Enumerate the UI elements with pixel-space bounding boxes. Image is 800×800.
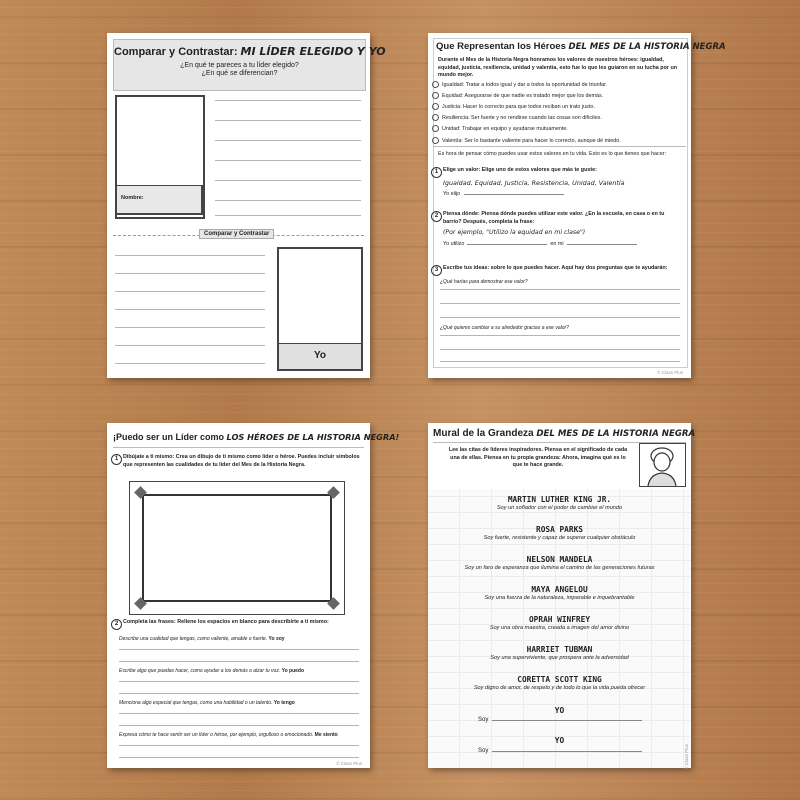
title-part-a: ¡Puedo ser un Líder como	[113, 432, 227, 442]
step-2-example: (Por ejemplo, "Utilizo la equidad en mi clase")	[443, 229, 586, 237]
hero-quote: Soy fuerte, resistente y capaz de superar cualquier obstáculo	[483, 535, 636, 541]
hero-quote: Soy una fuerza de la naturaleza, imparable e inquebrantable	[484, 595, 635, 601]
yo-heading: YO	[554, 706, 565, 715]
title-part-b: DEL MES DE LA HISTORIA NEGRA	[568, 42, 726, 52]
values-list	[432, 81, 682, 148]
prompt-text: Es hora de pensar cómo puedes usar estos valores en tu vida. Esto es lo que tienes que hacer:	[438, 151, 667, 157]
choose-fill[interactable]: Yo elijo	[443, 191, 683, 199]
credit: © Class Plus	[657, 370, 683, 375]
divider	[433, 146, 686, 147]
worksheet-mural-of-greatness	[428, 423, 696, 770]
bullet-icon	[432, 81, 439, 88]
step-number-2: 2	[431, 211, 442, 222]
title-part-b: DEL MES DE LA HISTORIA NEGRA	[536, 429, 696, 439]
step-2	[431, 211, 683, 249]
intro-text: Durante el Mes de la Historia Negra honramos los valores de nuestros héroes: igualdad, equidad, justicia, resiliencia, unidad y valentía, esto fue lo que les guiaron en su lucha por un mundo mejor.	[438, 57, 678, 79]
hero-name: CORETTA SCOTT KING	[517, 675, 602, 684]
sentence-3: Menciona algo especial que tengas, como una habilidad o un talento. Yo tengo	[119, 700, 295, 706]
step-number-3: 3	[431, 265, 442, 276]
bullet-icon	[432, 137, 439, 144]
sentence-1: Describe una cualidad que tengas, como valiente, amable o fuerte. Yo soy	[119, 636, 285, 642]
hero-name: OPRAH WINFREY	[528, 615, 591, 624]
value-options: Igualdad, Equidad, Justicia, Resistencia, Unidad, Valentía	[443, 178, 625, 187]
step-1-text: Dibújate a ti mismo: Crea un dibujo de ti mismo como líder o héroe. Puedes incluir símbolos que representen las cualidades de tu líder del Mes de la Historia Negra.	[123, 454, 360, 468]
value-item: Equidad: Asegurarse de que nadie es tratado mejor que los demás.	[432, 92, 682, 101]
step-2	[111, 619, 363, 627]
hero-name: HARRIET TUBMAN	[526, 645, 593, 654]
title-part-a: Comparar y Contrastar:	[114, 46, 241, 58]
answer-line[interactable]	[119, 757, 359, 758]
inner-frame	[142, 494, 332, 602]
step-2-text: Completa las frases: Rellene los espacios en blanco para describirte a ti mismo:	[123, 619, 329, 625]
name-label: Nombre:	[121, 195, 144, 201]
step-3	[431, 265, 683, 273]
answer-line[interactable]	[119, 661, 359, 662]
drawing-area[interactable]	[129, 481, 345, 615]
step-number-2: 2	[111, 619, 122, 630]
step-number-1: 1	[431, 167, 442, 178]
answer-line[interactable]	[119, 725, 359, 726]
hero-quote: Soy un faro de esperanza que ilumina el camino de las generaciones futuras	[464, 565, 655, 571]
value-item: Valentía: Ser lo bastante valiente para hacer lo correcto, aunque dé miedo.	[432, 137, 682, 146]
sentence-2: Escribe algo que puedas hacer, como ayudar a los demás o alzar tu voz. Yo puedo	[119, 668, 305, 674]
step-1-text: Elige un valor: Elige uno de estos valores que más te guste:	[443, 167, 597, 173]
bullet-icon	[432, 114, 439, 121]
title-part-a: Mural de la Grandeza	[433, 428, 537, 439]
use-fill[interactable]: Yo utilizo en mi	[443, 241, 683, 249]
answer-line[interactable]	[119, 693, 359, 694]
step-2-text: Piensa dónde: Piensa dónde puedes utilizar este valor. ¿En la escuela, en casa o en tu barrio? Después, completa la frase:	[443, 211, 665, 225]
answer-line[interactable]	[119, 713, 359, 714]
step-1	[111, 454, 363, 469]
hero-quote: Soy un soñador con el poder de cambiar el mundo	[496, 505, 623, 511]
step-1	[431, 167, 683, 198]
title-part-b: LOS HÉROES DE LA HISTORIA NEGRA!	[226, 432, 400, 442]
hero-name: MAYA ANGELOU	[531, 585, 588, 594]
answer-line[interactable]	[119, 745, 359, 746]
hero-name: MARTIN LUTHER KING JR.	[507, 495, 612, 504]
credit: © Class Plus	[336, 761, 362, 766]
yo-box	[277, 343, 363, 371]
worksheet-compare-contrast	[107, 33, 386, 378]
hero-quote: Soy una obra maestra, creada a imagen del amor divino	[489, 625, 630, 631]
credit: © Class Plus	[684, 744, 689, 770]
page-title	[114, 45, 386, 58]
answer-line[interactable]	[119, 681, 359, 682]
intro-text: Lee las citas de líderes inspiradores. Piensa en el significado de cada una de ellas. Piensa en tu propia grandeza: Ahora, imagina qué es lo que te hace grande.	[448, 447, 628, 469]
bullet-icon	[432, 103, 439, 110]
yo-fill-2[interactable]: Soy	[478, 748, 642, 754]
sentence-4: Expresa cómo te hace sentir ser un líder o héroe, por ejemplo, orgulloso o emocionado. Me siento	[119, 732, 338, 738]
page-title	[113, 432, 399, 442]
value-item: Resiliencia: Ser fuerte y no rendirse cuando las cosas son difíciles.	[432, 114, 682, 123]
bullet-icon	[432, 125, 439, 132]
title-rule	[113, 447, 364, 448]
hero-name: NELSON MANDELA	[526, 555, 593, 564]
sheet-header	[113, 39, 386, 91]
value-item: Unidad: Trabajar en equipo y ayudarse mutuamente.	[432, 125, 682, 134]
yo-fill-1[interactable]: Soy	[478, 717, 642, 723]
step-number-1: 1	[111, 454, 122, 465]
worksheet-hero-values	[428, 33, 726, 378]
value-item: Igualdad: Tratar a todos igual y dar a todos la oportunidad de triunfar.	[432, 81, 682, 90]
name-box	[115, 185, 203, 215]
question-a: ¿Qué harías para demostrar ese valor?	[440, 279, 528, 285]
section-label: Comparar y Contrastar	[199, 229, 274, 239]
yo-label: Yo	[313, 350, 327, 361]
hero-quote: Soy digno de amor, de respeto y de todo lo que la vida pueda ofrecer	[473, 685, 646, 691]
question-2: ¿En qué se diferencian?	[201, 70, 278, 77]
page-title	[436, 41, 726, 52]
bullet-icon	[432, 92, 439, 99]
portrait-icon	[639, 443, 686, 487]
value-item: Justicia: Hacer lo correcto para que todos reciban un trato justo.	[432, 103, 682, 112]
title-part-b: MI LÍDER ELEGIDO Y YO	[240, 45, 386, 58]
page-title	[433, 428, 695, 439]
question-1: ¿En qué te pareces a tu líder elegido?	[180, 62, 299, 69]
answer-line[interactable]	[119, 649, 359, 650]
question-b: ¿Qué quieres cambiar a su alrededor gracias a ese valor?	[440, 325, 569, 331]
worksheet-be-a-leader	[107, 423, 400, 768]
yo-heading: YO	[554, 736, 565, 745]
title-part-a: Que Representan los Héroes	[436, 41, 569, 52]
hero-quote: Soy una superviviente, que prospera ante la adversidad	[490, 655, 629, 661]
step-3-text: Escribe tus ideas: sobre lo que puedes hacer. Aquí hay dos preguntas que te ayudarán:	[443, 265, 668, 271]
hero-name: ROSA PARKS	[536, 525, 583, 534]
